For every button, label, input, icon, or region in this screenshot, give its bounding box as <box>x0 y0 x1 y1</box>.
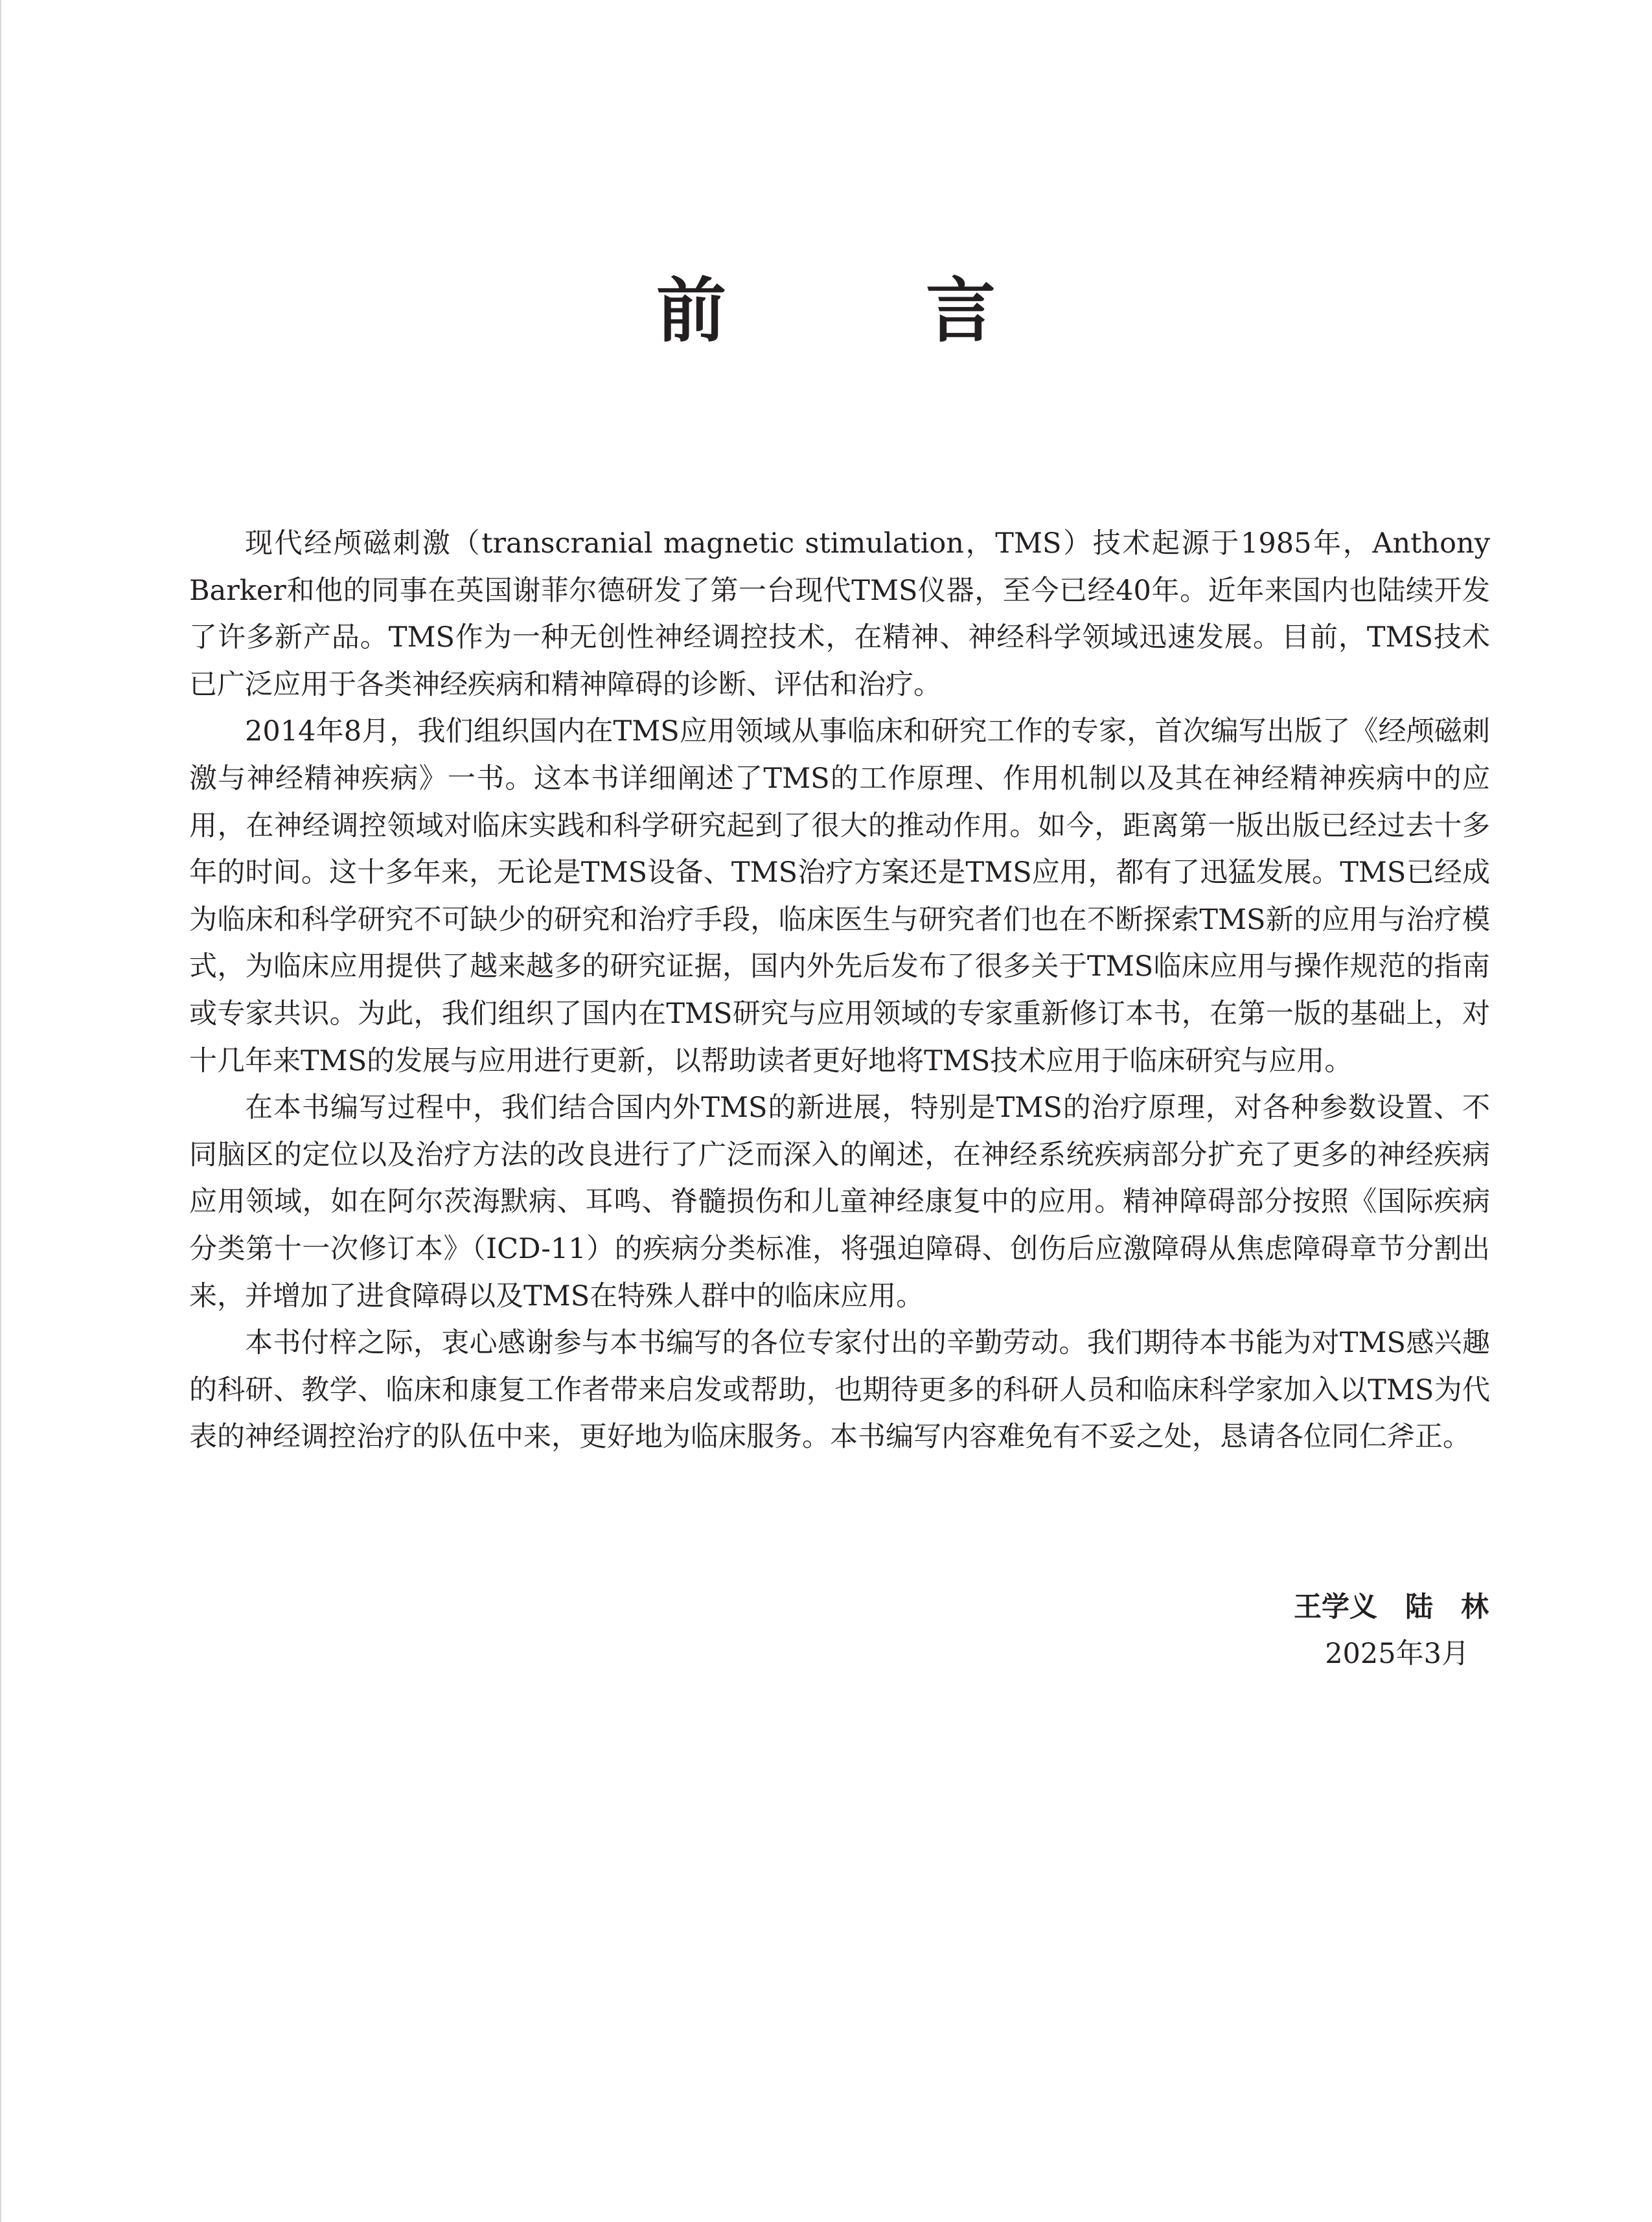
signature-date: 2025年3月 <box>1325 1638 1469 1670</box>
preface-body <box>189 520 1490 1461</box>
paragraph: 现代经颅磁刺激（transcranial magnetic stimulation，TMS）技术起源于1985年，Anthony Barker和他的同事在英国谢菲尔德研发了第一台现代TMS仪器，至今已经40年。近年来国内也陆续开发了许多新产品。TMS作为一种无创性神经调控技术，在精神、神经科学领域迅速发展。目前，TMS技术已广泛应用于各类神经疾病和精神障碍的诊断、评估和治疗。 <box>189 527 1490 701</box>
author-signature: 王学义 陆 林 <box>1294 1591 1489 1623</box>
paragraph: 在本书编写过程中，我们结合国内外TMS的新进展，特别是TMS的治疗原理，对各种参数设置、不同脑区的定位以及治疗方法的改良进行了广泛而深入的阐述，在神经系统疾病部分扩充了更多的神经疾病应用领域，如在阿尔茨海默病、耳鸣、脊髓损伤和儿童神经康复中的应用。精神障碍部分按照《国际疾病分类第十一次修订本》（ICD-11）的疾病分类标准，将强迫障碍、创伤后应激障碍从焦虑障碍章节分割出来，并增加了进食障碍以及TMS在特殊人群中的临床应用。 <box>189 1092 1490 1312</box>
paragraph: 本书付梓之际，衷心感谢参与本书编写的各位专家付出的辛勤劳动。我们期待本书能为对TMS感兴趣的科研、教学、临床和康复工作者带来启发或帮助，也期待更多的科研人员和临床科学家加入以TMS为代表的神经调控治疗的队伍中来，更好地为临床服务。本书编写内容难免有不妥之处，恳请各位同仁斧正。 <box>189 1327 1490 1454</box>
paragraph: 2014年8月，我们组织国内在TMS应用领域从事临床和研究工作的专家，首次编写出版了《经颅磁刺激与神经精神疾病》一书。这本书详细阐述了TMS的工作原理、作用机制以及其在神经精神疾病中的应用，在神经调控领域对临床实践和科学研究起到了很大的推动作用。如今，距离第一版出版已经过去十多年的时间。这十多年来，无论是TMS设备、TMS治疗方案还是TMS应用，都有了迅猛发展。TMS已经成为临床和科学研究不可缺少的研究和治疗手段，临床医生与研究者们也在不断探索TMS新的应用与治疗模式，为临床应用提供了越来越多的研究证据，国内外先后发布了很多关于TMS临床应用与操作规范的指南或专家共识。为此，我们组织了国内在TMS研究与应用领域的专家重新修订本书，在第一版的基础上，对十几年来TMS的发展与应用进行更新，以帮助读者更好地将TMS技术应用于临床研究与应用。 <box>189 715 1490 1077</box>
page-title: 前 言 <box>656 270 1061 352</box>
